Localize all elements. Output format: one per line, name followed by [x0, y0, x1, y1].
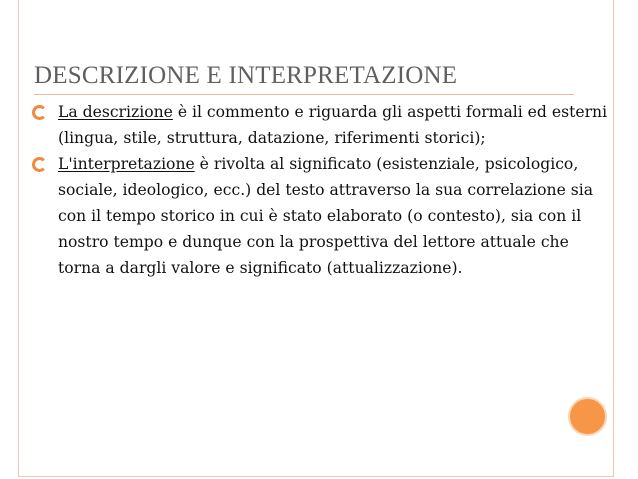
slide-title: DESCRIZIONE E INTERPRETAZIONE [34, 62, 458, 89]
bullet-item-interpretazione [30, 151, 610, 281]
bullet-term: La descrizione [58, 103, 173, 121]
bullet-arc-icon [32, 105, 47, 120]
bullet-item-descrizione [30, 99, 610, 151]
bullet-text: è rivolta al significato (esistenziale, psicologico, sociale, ideologico, ecc.) del testo attraverso la sua correlazione sia con il tempo storico in cui è stato elaborato (o contesto), sia con il nostro tempo e dunque con la prospettiva del lettore attuale che torna a dargli valore e significato (attualizzazione). [58, 155, 594, 277]
bullet-term: L'interpretazione [58, 155, 195, 173]
bullet-arc-icon [32, 157, 47, 172]
bullet-text: è il commento e riguarda gli aspetti formali ed esterni (lingua, stile, struttura, datazione, riferimenti storici); [58, 103, 608, 147]
title-underline [34, 94, 574, 95]
decorative-circle [568, 397, 607, 436]
bullet-list [30, 99, 610, 281]
